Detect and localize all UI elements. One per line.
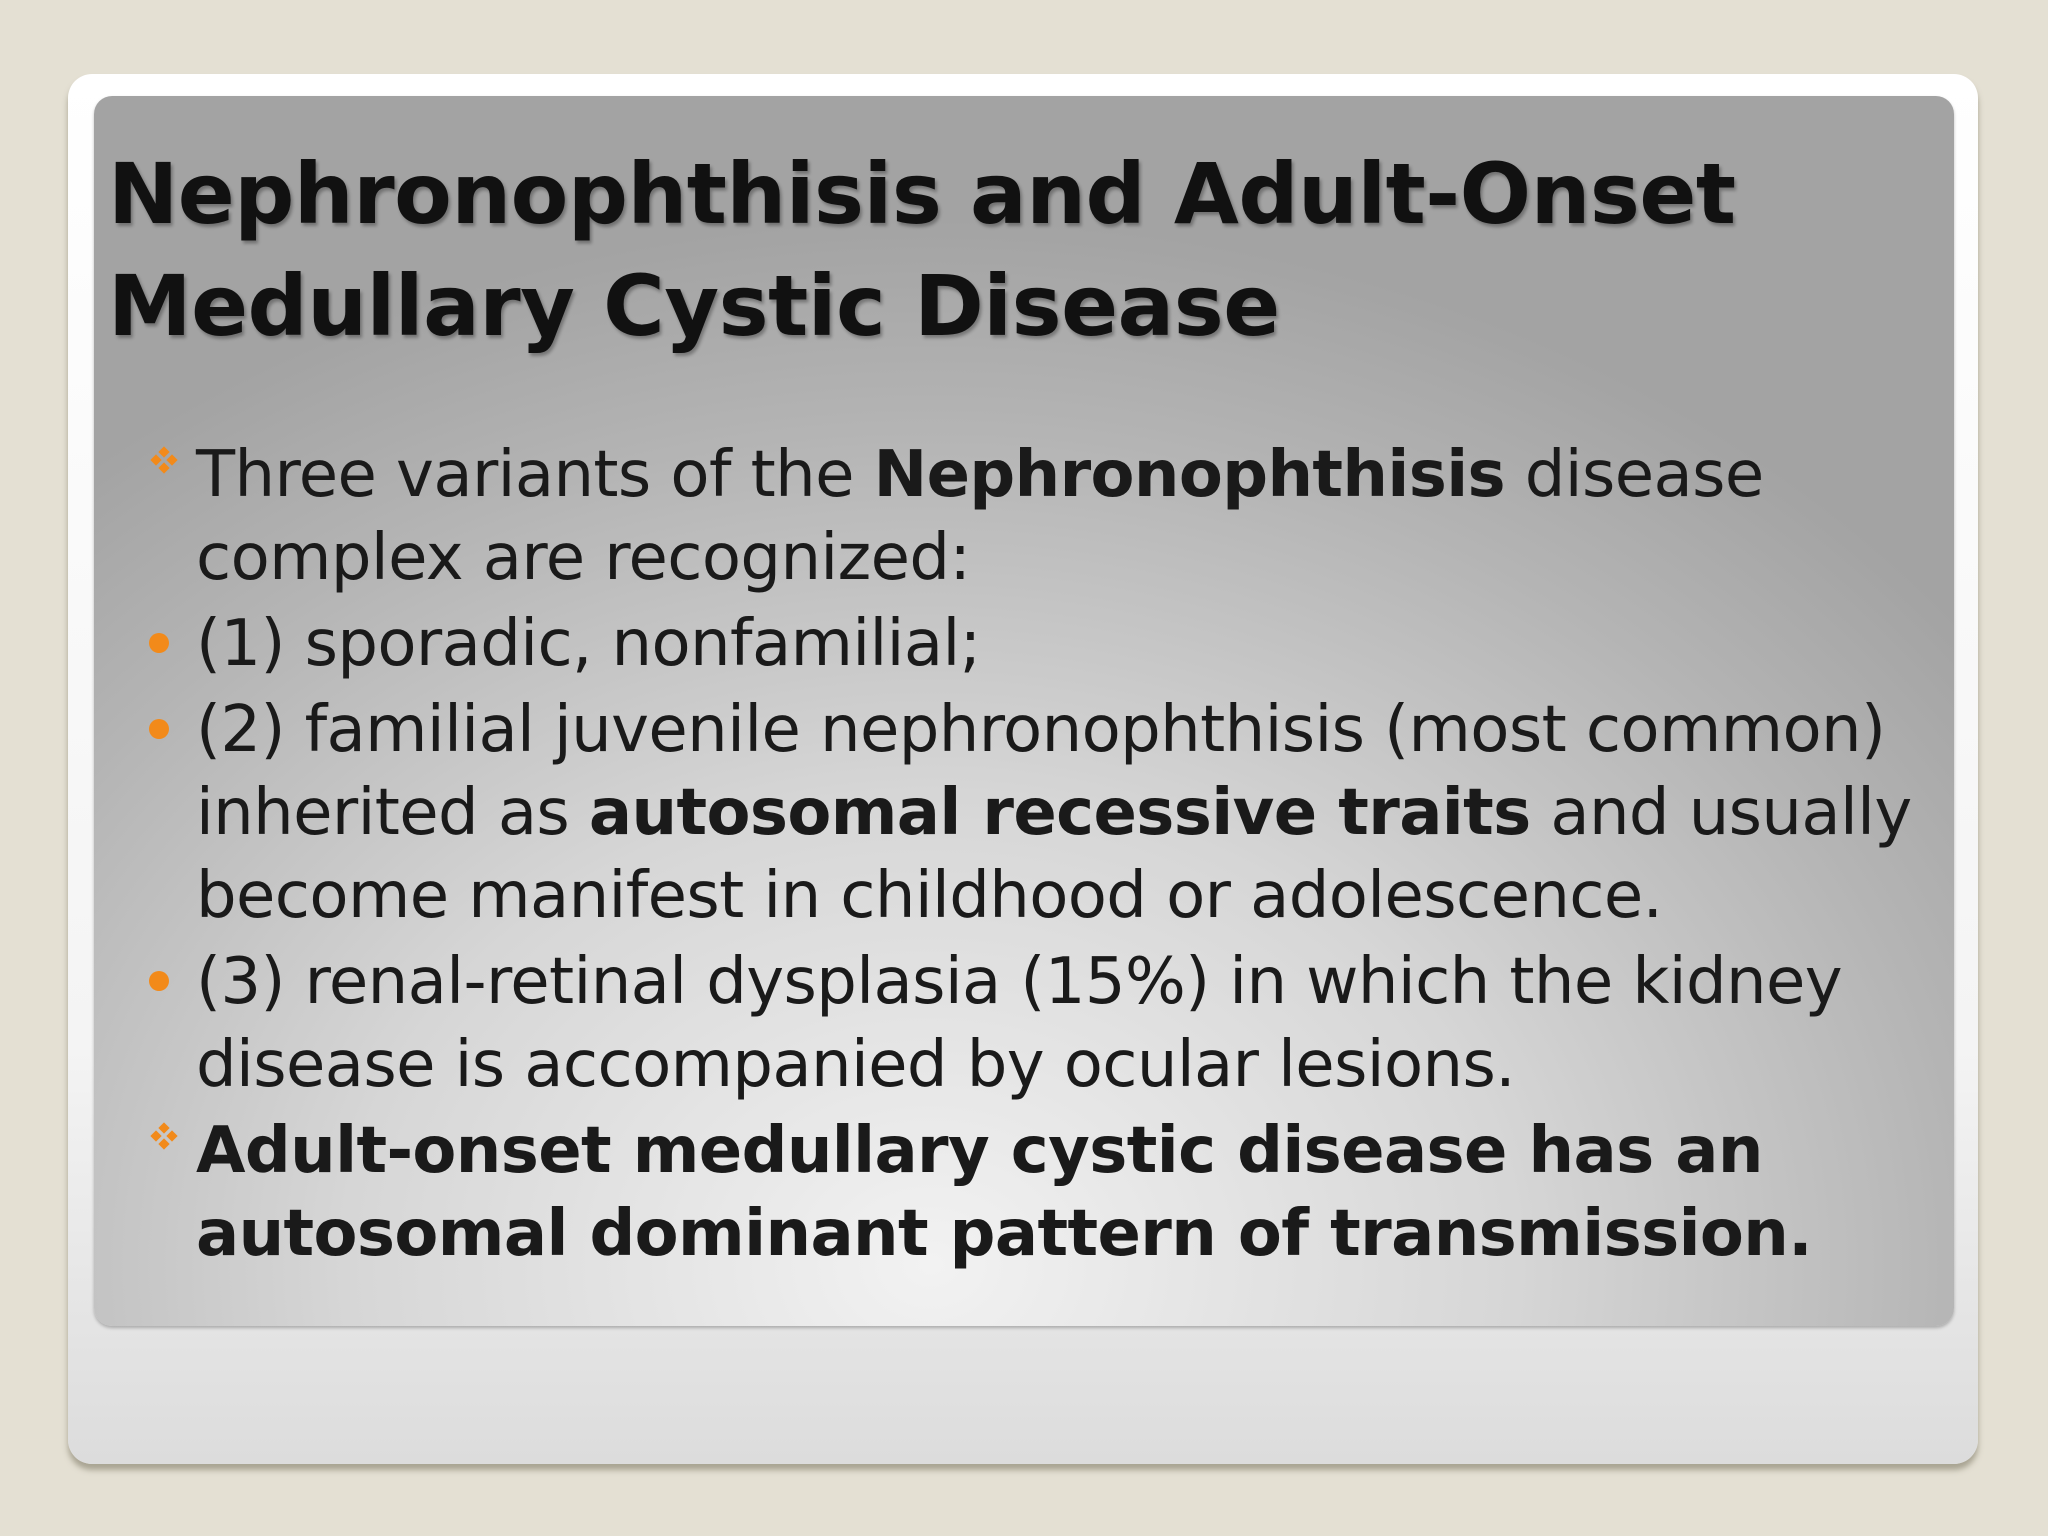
slide-title — [108, 138, 1928, 362]
bullet-text: (2) familial juvenile nephronophthisis (most common) inherited as autosomal recessive traits and usually become manifest in childhood or adolescence. — [196, 693, 1912, 933]
bullet-list — [146, 434, 1936, 1279]
dot-bullet-icon — [146, 603, 186, 686]
bullet-item-adult-onset — [146, 1110, 1936, 1276]
bullet-text: (1) sporadic, nonfamilial; — [196, 607, 981, 681]
bullet-text: Three variants of the Nephronophthisis disease complex are recognized: — [196, 438, 1764, 595]
bullet-item-renal-retinal — [146, 941, 1936, 1107]
bullet-item-variants — [146, 434, 1936, 600]
slide-title-line-2: Medullary Cystic Disease — [108, 257, 1280, 355]
bullet-text: Adult-onset medullary cystic disease has an autosomal dominant pattern of transmission. — [196, 1114, 1812, 1271]
dot-bullet-icon — [146, 689, 186, 772]
diamond-bullet-icon — [146, 434, 186, 517]
bullet-item-familial — [146, 689, 1936, 938]
bullet-text: (3) renal-retinal dysplasia (15%) in which the kidney disease is accompanied by ocular lesions. — [196, 945, 1843, 1102]
bullet-item-sporadic — [146, 603, 1936, 686]
dot-bullet-icon — [146, 941, 186, 1024]
slide-title-line-1: Nephronophthisis and Adult-Onset — [108, 145, 1736, 243]
diamond-bullet-icon — [146, 1110, 186, 1193]
